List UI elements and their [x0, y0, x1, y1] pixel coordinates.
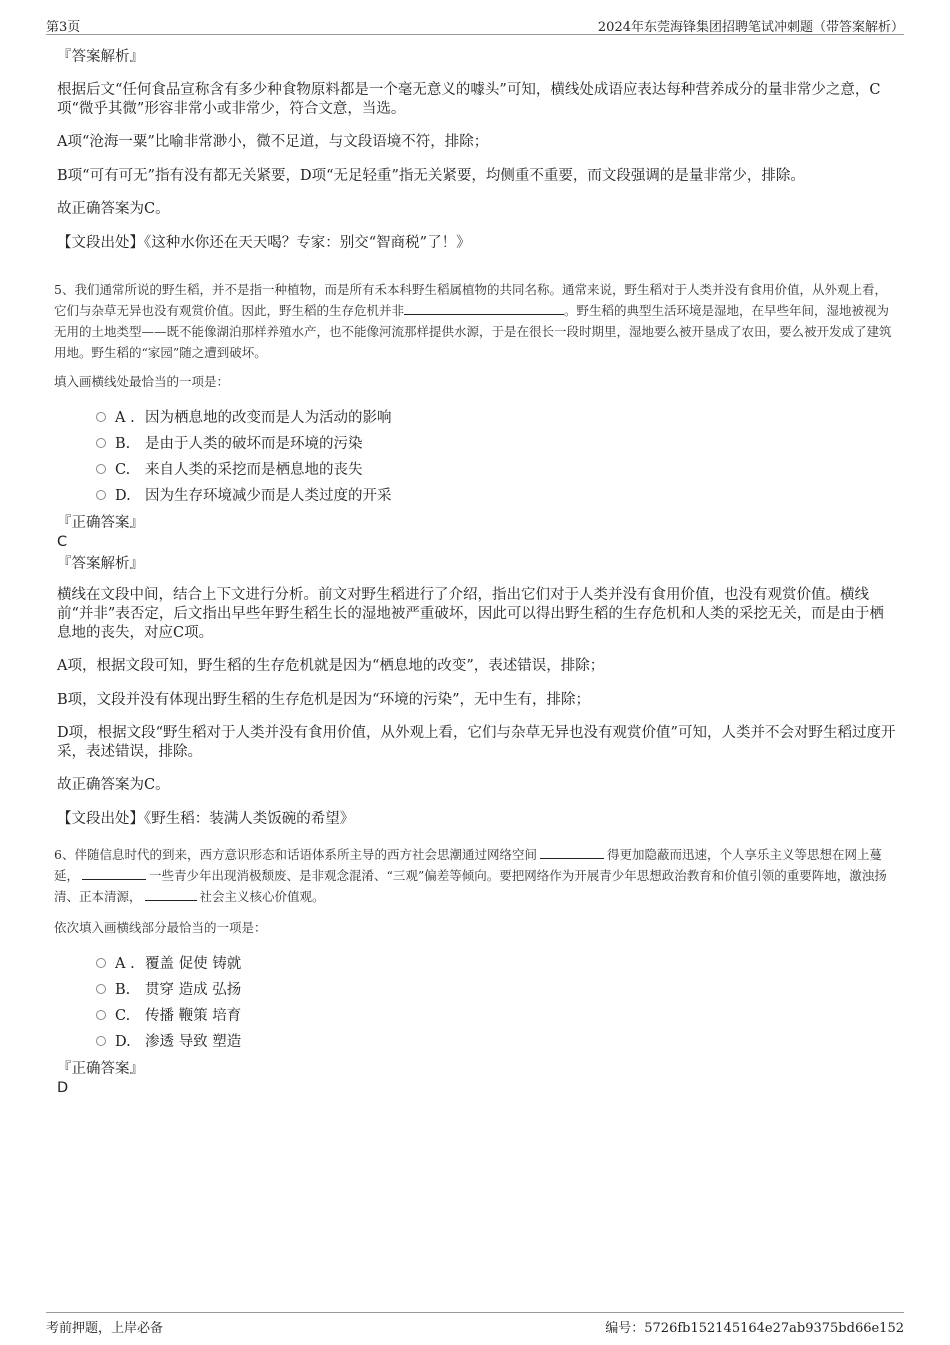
footer-slogan: 考前押题，上岸必备: [46, 1321, 164, 1336]
q5-prompt: 填入画横线处最恰当的一项是：: [54, 374, 230, 389]
q5-explanation-option-a: A项，根据文段可知，野生稻的生存危机就是因为“栖息地的改变”，表述错误，排除；: [57, 658, 605, 674]
page-footer: [46, 1312, 904, 1337]
answer-blank: [540, 846, 604, 859]
q4-source: 【文段出处】《这种水你还在天天喝？专家：别交“智商税”了！》: [57, 235, 471, 251]
q6-option-d[interactable]: D. 渗透 导致 塑造: [96, 1032, 241, 1052]
q5-conclusion: 故正确答案为C。: [57, 777, 170, 793]
q4-explanation-option-a: A项“沧海一粟”比喻非常渺小，微不足道，与文段语境不符，排除；: [57, 134, 489, 150]
radio-icon[interactable]: [96, 464, 106, 474]
q6-stem: 6、伴随信息时代的到来，西方意识形态和话语体系所主导的西方社会思潮通过网络空间 得更加隐蔽而迅速，个人享乐主义等思想在网上蔓延， 一些青少年出现消极颓废、是非观念混淆、“三观”偏差等倾向。要把网络作为开展青少年思想政治教育和价值引领的重要阵地，激浊扬清、正本清源， 社会主义核心价值观。: [54, 847, 887, 904]
q6-option-a[interactable]: A . 覆盖 促使 铸就: [96, 954, 241, 974]
page-number: 第3页: [46, 20, 81, 35]
q5-explanation-option-d: D项，根据文段“野生稻对于人类并没有食用价值，从外观上看，它们与杂草无异也没有观赏价值”可知，人类并不会对野生稻过度开采，表述错误，排除。: [57, 725, 896, 760]
q6-prompt: 依次填入画横线部分最恰当的一项是：: [54, 920, 267, 935]
answer-blank: [145, 888, 197, 901]
radio-icon[interactable]: [96, 490, 106, 500]
q4-explanation-option-bd: B项“可有可无”指有没有都无关紧要，D项“无足轻重”指无关紧要，均侧重不重要，而文段强调的是量非常少，排除。: [57, 168, 805, 184]
document-title: 2024年东莞海锋集团招聘笔试冲刺题（带答案解析）: [597, 20, 904, 35]
radio-icon[interactable]: [96, 438, 106, 448]
radio-icon[interactable]: [96, 1036, 106, 1046]
q5-option-d[interactable]: D. 因为生存环境减少而是人类过度的开采: [96, 486, 392, 506]
radio-icon[interactable]: [96, 412, 106, 422]
page-header: [46, 14, 904, 35]
q4-explanation-label: 『答案解析』: [57, 49, 144, 65]
radio-icon[interactable]: [96, 1010, 106, 1020]
radio-icon[interactable]: [96, 958, 106, 968]
q6-answer: D: [57, 1080, 69, 1096]
q5-option-c[interactable]: C. 来自人类的采挖而是栖息地的丧失: [96, 460, 363, 480]
q5-source: 【文段出处】《野生稻：装满人类饭碗的希望》: [57, 811, 355, 827]
q6-answer-label: 『正确答案』: [57, 1061, 144, 1077]
q4-explanation-p1: 根据后文“任何食品宣称含有多少种食物原料都是一个毫无意义的噱头”可知，横线处成语应表达每种营养成分的量非常少之意，C项“微乎其微”形容非常小或非常少，符合文意，当选。: [57, 82, 881, 117]
q5-stem: 5、我们通常所说的野生稻，并不是指一种植物，而是所有禾本科野生稻属植物的共同名称。通常来说，野生稻对于人类并没有食用价值，从外观上看，它们与杂草无异也没有观赏价值。因此，野生稻的生存危机并非 。野生稻的典型生活环境是湿地，在早些年间，湿地被视为无用的土地类型——既不能像湖泊那样养殖水产，也不能像河流那样提供水源，于是在很长一段时期里，湿地要么被开垦成了农田，要么被开发成了建筑用地。野生稻的“家园”随之遭到破坏。: [54, 282, 892, 360]
q5-explanation-label: 『答案解析』: [57, 556, 144, 572]
q4-conclusion: 故正确答案为C。: [57, 201, 170, 217]
answer-blank: [404, 302, 564, 315]
q5-option-b[interactable]: B. 是由于人类的破坏而是环境的污染: [96, 434, 363, 454]
document-code: 编号：5726fb152145164e27ab9375bd66e152: [605, 1321, 904, 1336]
q5-option-a[interactable]: A . 因为栖息地的改变而是人为活动的影响: [96, 408, 392, 428]
q5-answer: C: [57, 534, 68, 550]
q6-option-b[interactable]: B. 贯穿 造成 弘扬: [96, 980, 241, 1000]
q5-answer-label: 『正确答案』: [57, 515, 144, 531]
q5-explanation-option-b: B项，文段并没有体现出野生稻的生存危机是因为“环境的污染”，无中生有，排除；: [57, 692, 590, 708]
q5-explanation-p1: 横线在文段中间，结合上下文进行分析。前文对野生稻进行了介绍，指出它们对于人类并没有食用价值，也没有观赏价值。横线前“并非”表否定，后文指出早些年野生稻生长的湿地被严重破坏，因此可以得出野生稻的生存危机和人类的采挖无关，而是由于栖息地的丧失，对应C项。: [57, 587, 884, 641]
answer-blank: [82, 867, 146, 880]
q6-option-c[interactable]: C. 传播 鞭策 培育: [96, 1006, 241, 1026]
radio-icon[interactable]: [96, 984, 106, 994]
